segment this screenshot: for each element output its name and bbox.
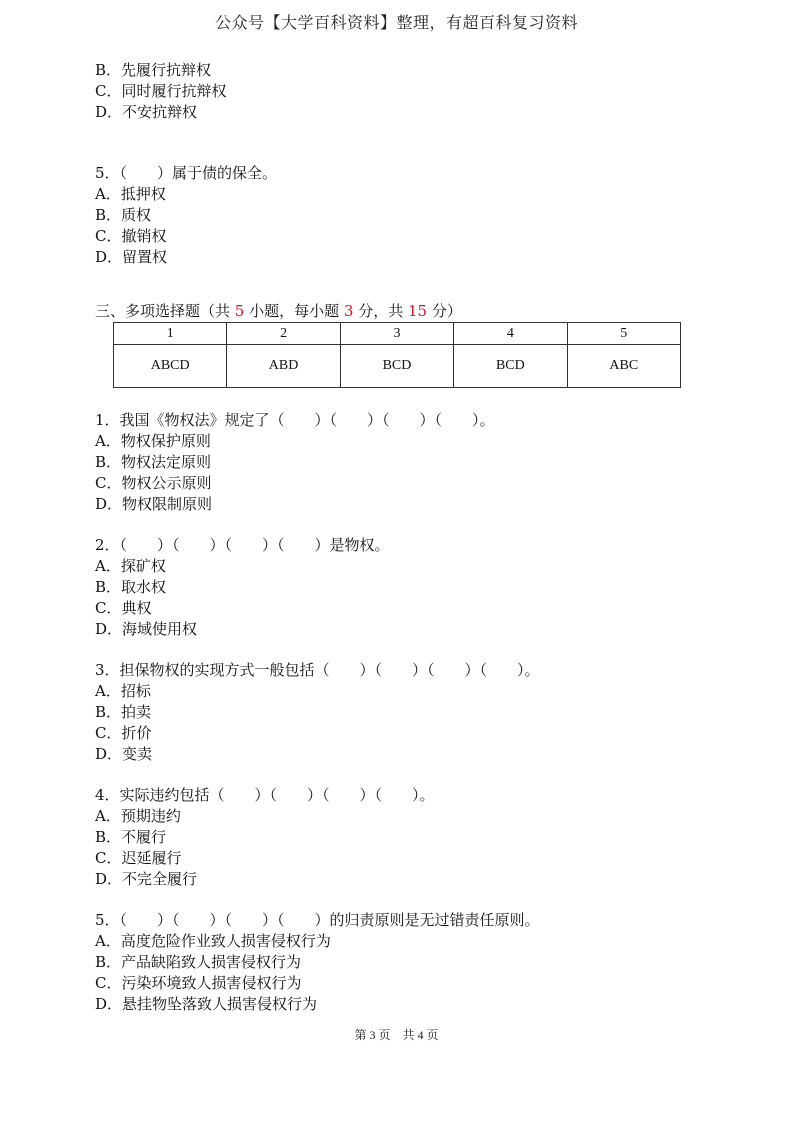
option-c: C．撤销权 [95, 226, 167, 245]
watermark-header: 公众号【大学百科资料】整理，有超百科复习资料 [214, 13, 578, 32]
option-d: D．物权限制原则 [95, 494, 213, 513]
question-3 [95, 660, 695, 764]
question-stem: 5．（ ）属于债的保全。 [95, 164, 278, 183]
question-1 [95, 410, 695, 514]
answer-number: 5 [567, 323, 680, 345]
page-content [95, 60, 695, 1014]
option-a: A．招标 [95, 682, 151, 701]
option-a: A．物权保护原则 [95, 432, 211, 451]
option-a: A．探矿权 [95, 557, 166, 576]
answer-table-header-row [114, 323, 681, 345]
question-stem: 4．实际违约包括（ ）（ ）（ ）（ ）。 [95, 786, 435, 805]
option-d: D．海域使用权 [95, 619, 198, 638]
answer-value: ABCD [114, 345, 227, 388]
option-a: A．抵押权 [95, 185, 166, 204]
option-d: D．不完全履行 [95, 869, 198, 888]
question-stem: 1．我国《物权法》规定了（ ）（ ）（ ）（ ）。 [95, 411, 495, 430]
question-stem: 5．（ ）（ ）（ ）（ ）的归责原则是无过错责任原则。 [95, 911, 540, 930]
option-c: C．迟延履行 [95, 848, 182, 867]
option-d: D．不安抗辩权 [95, 102, 198, 121]
answer-number: 3 [340, 323, 453, 345]
question-5 [95, 910, 695, 1014]
option-b: B．取水权 [95, 577, 167, 596]
answer-number: 4 [454, 323, 567, 345]
question-stem: 3．担保物权的实现方式一般包括（ ）（ ）（ ）（ ）。 [95, 661, 540, 680]
option-b: B．物权法定原则 [95, 452, 212, 471]
answer-table-answer-row [114, 345, 681, 388]
option-b: B．产品缺陷致人损害侵权行为 [95, 952, 302, 971]
option-b: B．不履行 [95, 827, 167, 846]
question-stem: 2．（ ）（ ）（ ）（ ）是物权。 [95, 536, 390, 555]
option-d: D．留置权 [95, 247, 168, 266]
option-a: A．高度危险作业致人损害侵权行为 [95, 932, 331, 951]
option-c: C．物权公示原则 [95, 473, 212, 492]
option-d: D．变卖 [95, 744, 153, 763]
answer-value: BCD [454, 345, 567, 388]
answer-value: ABC [567, 345, 680, 388]
answer-table [113, 322, 681, 388]
answer-value: BCD [340, 345, 453, 388]
answer-number: 1 [114, 323, 227, 345]
option-c: C．污染环境致人损害侵权行为 [95, 973, 302, 992]
option-b: B．拍卖 [95, 702, 152, 721]
option-b: B．先履行抗辩权 [95, 61, 212, 79]
option-a: A．预期违约 [95, 807, 181, 826]
question-2 [95, 535, 695, 639]
option-c: C．同时履行抗辩权 [95, 81, 227, 100]
answer-value: ABD [227, 345, 340, 388]
option-d: D．悬挂物坠落致人损害侵权行为 [95, 994, 318, 1013]
option-b: B．质权 [95, 205, 152, 224]
section-title: 三、多项选择题（共 5 小题，每小题 3 分，共 15 分） [95, 302, 462, 321]
page-footer: 第 3 页 共 4 页 [354, 1028, 439, 1042]
answer-number: 2 [227, 323, 340, 345]
option-c: C．典权 [95, 598, 152, 617]
option-c: C．折价 [95, 723, 152, 742]
question-4 [95, 785, 695, 889]
